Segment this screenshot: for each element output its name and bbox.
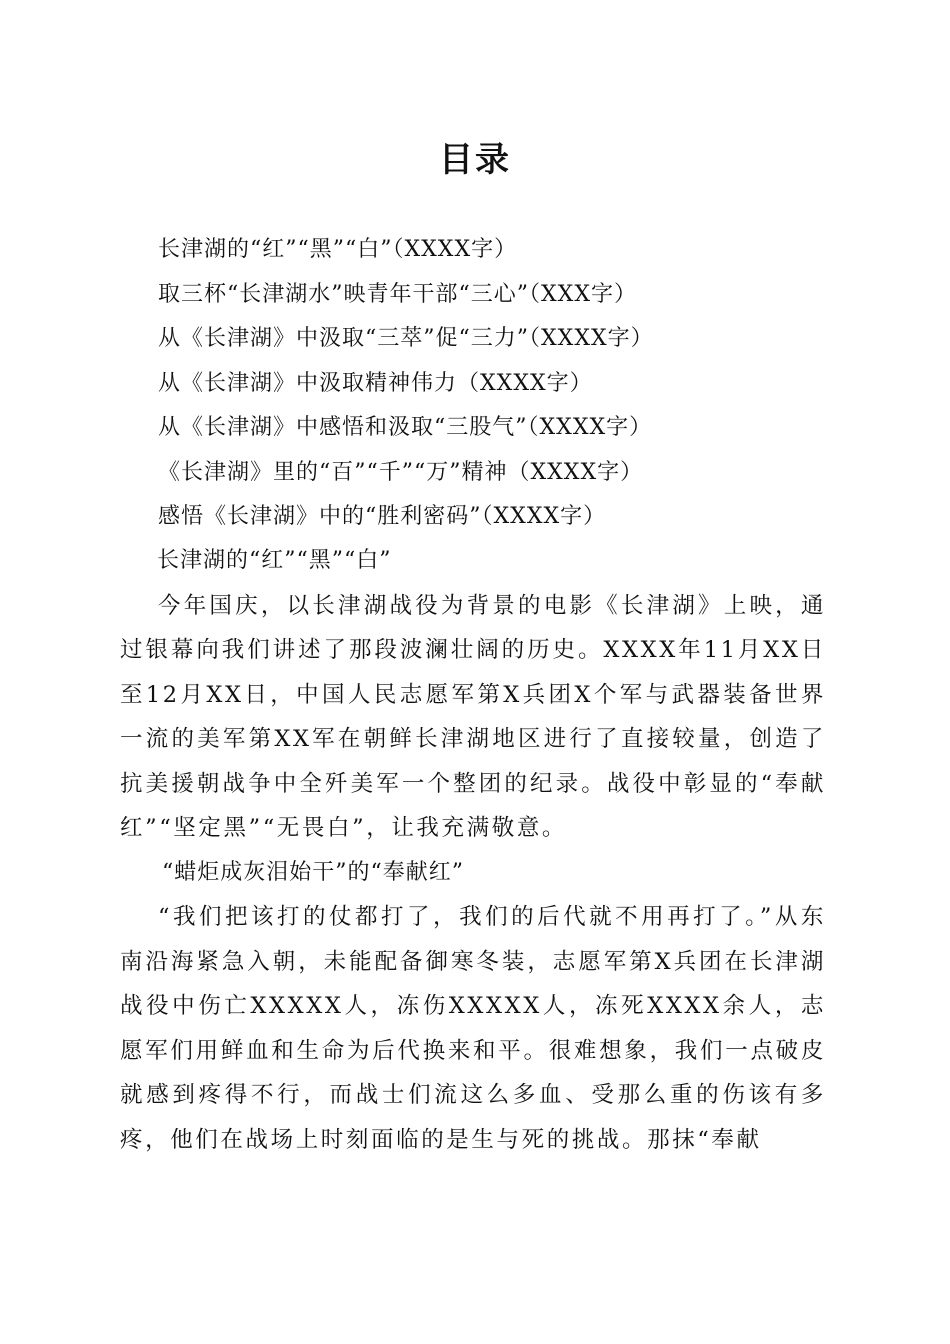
article-paragraph: 今年国庆，以长津湖战役为背景的电影《长津湖》上映，通过银幕向我们讲述了那段波澜壮阔的历史。XXXX年11月XX日至12月XX日，中国人民志愿军第X兵团X个军与武器装备世界一流的美军第XX军在朝鲜长津湖地区进行了直接较量，创造了抗美援朝战争中全歼美军一个整团的纪录。战役中彰显的“奉献红”“坚定黑”“无畏白”，让我充满敬意。 xyxy=(120,592,826,841)
article-body xyxy=(120,539,826,1162)
toc-item: 取三杯“长津湖水”映青年干部“三心”（XXX字） xyxy=(158,281,637,307)
page-title: 目录 xyxy=(439,140,511,180)
article-paragraph: “我们把该打的仗都打了，我们的后代就不用再打了。”从东南沿海紧急入朝，未能配备御寒冬装，志愿军第X兵团在长津湖战役中伤亡XXXXX人，冻伤XXXXX人，冻死XXXX余人，志愿军们用鲜血和生命为后代换来和平。很难想象，我们一点破皮就感到疼得不行，而战士们流这么多血、受那么重的伤该有多疼，他们在战场上时刻面临的是生与死的挑战。那抹“奉献 xyxy=(120,904,826,1153)
table-of-contents xyxy=(158,228,654,540)
toc-item: 《长津湖》里的“百”“千”“万”精神（XXXX字） xyxy=(158,459,644,485)
toc-item: 感悟《长津湖》中的“胜利密码”（XXXX字） xyxy=(158,504,607,529)
toc-item: 长津湖的“红”“黑”“白”（XXXX字） xyxy=(158,237,518,262)
toc-item: 从《长津湖》中感悟和汲取“三股气”（XXXX字） xyxy=(158,415,653,440)
toc-item: 从《长津湖》中汲取精神伟力（XXXX字） xyxy=(158,370,593,396)
article-heading: 长津湖的“红”“黑”“白” xyxy=(157,548,392,573)
toc-item: 从《长津湖》中汲取“三萃”促“三力”（XXXX字） xyxy=(158,326,654,351)
article-subheading: “蜡炬成灰泪始干”的“奉献红” xyxy=(162,859,464,885)
